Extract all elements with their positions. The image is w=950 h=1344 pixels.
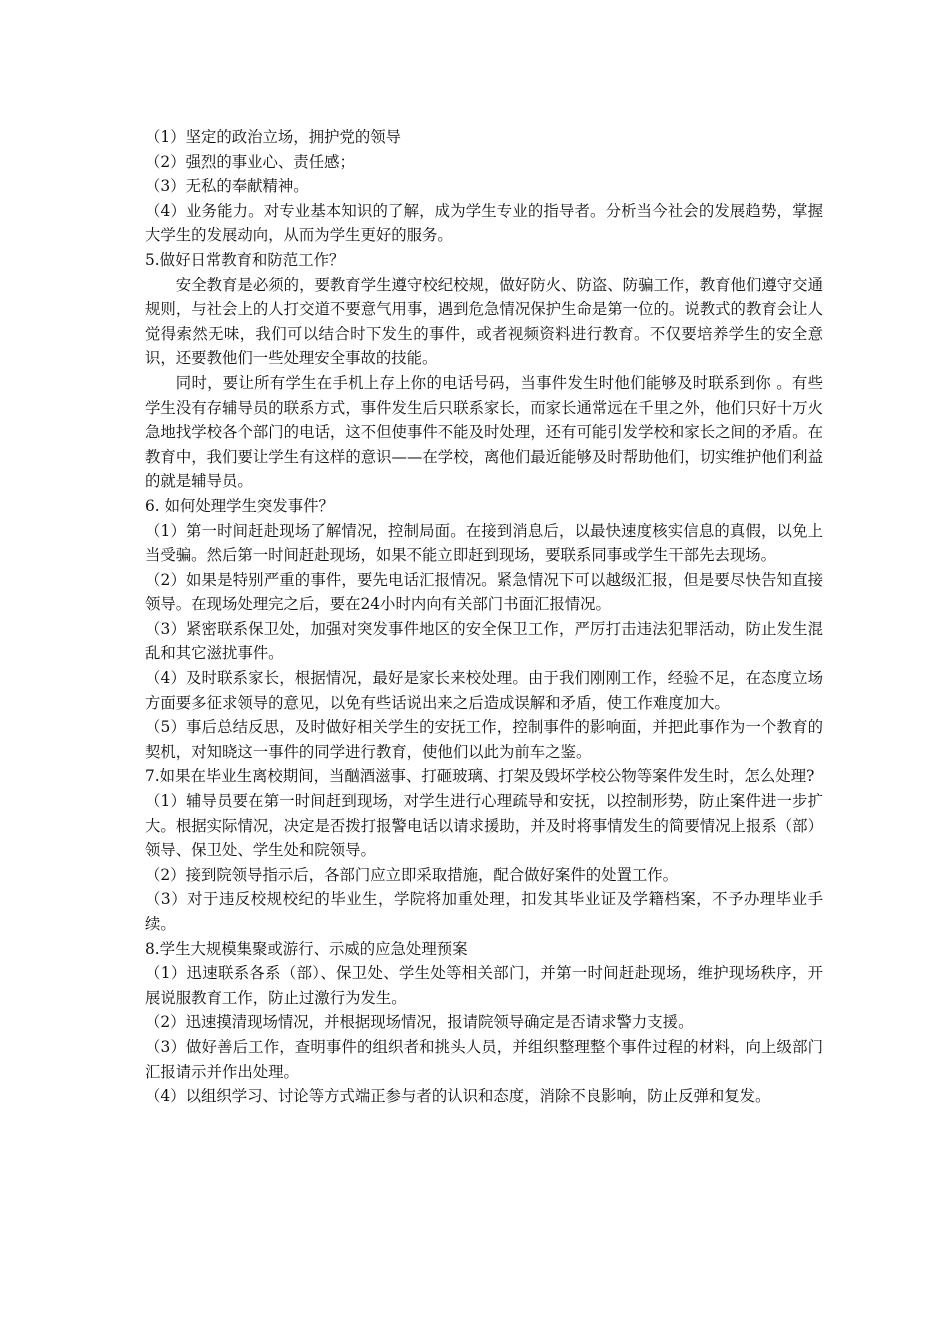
list-item: （2）迅速摸清现场情况，并根据现场情况，报请院领导确定是否请求警力支援。 (145, 1013, 694, 1032)
section-heading: 6. 如何处理学生突发事件？ (145, 496, 334, 515)
body-paragraph: 同时，要让所有学生在手机上存上你的电话号码，当事件发生时他们能够及时联系到你 。有些学生没有存辅导员的联系方式，事件发生后只联系家长，而家长通常远在千里之外，他们只好十万火急地找学校各个部门的电话，这不但使事件不能及时处理，还有可能引发学校和家长之间的矛盾。在教育中，我们要让学生有这样的意识——在学校，离他们最近能够及时帮助他们，切实维护他们利益的就是辅导员。 (145, 373, 823, 491)
section-heading: 5.做好日常教育和防范工作？ (145, 250, 345, 269)
section-heading: 7.如果在毕业生离校期间，当酗酒滋事、打砸玻璃、打架及毁坏学校公物等案件发生时，怎么处理? (145, 767, 815, 786)
list-item: （1）坚定的政治立场，拥护党的领导 (145, 128, 402, 146)
list-item: （2）强烈的事业心、责任感； (145, 152, 355, 171)
list-item: （1）迅速联系各系（部）、保卫处、学生处等相关部门，并第一时间赶赴现场，维护现场秩序，开展说服教育工作，防止过激行为发生。 (145, 964, 823, 1007)
list-item: （4）及时联系家长，根据情况，最好是家长来校处理。由于我们刚刚工作，经验不足，在态度立场方面要多征求领导的意见，以免有些话说出来之后造成误解和矛盾，使工作难度加大。 (145, 669, 823, 712)
list-item: （1）辅导员要在第一时间赶到现场，对学生进行心理疏导和安抚，以控制形势，防止案件进一步扩大。根据实际情况，决定是否拨打报警电话以请求援助，并及时将事情发生的简要情况上报系（部）领导、保卫处、学生处和院领导。 (145, 792, 823, 860)
list-item: （3）对于违反校规校纪的毕业生，学院将加重处理，扣发其毕业证及学籍档案，不予办理毕业手续。 (145, 890, 823, 933)
list-item: （2）如果是特别严重的事件，要先电话汇报情况。紧急情况下可以越级汇报，但是要尽快告知直接领导。在现场处理完之后，要在24小时内向有关部门书面汇报情况。 (145, 570, 823, 614)
list-item: （5）事后总结反思，及时做好相关学生的安抚工作，控制事件的影响面，并把此事作为一个教育的契机，对知晓这一事件的同学进行教育，使他们以此为前车之鉴。 (145, 718, 823, 761)
body-paragraph: 安全教育是必须的，要教育学生遵守校纪校规，做好防火、防盗、防骗工作，教育他们遵守交通规则，与社会上的人打交道不要意气用事，遇到危急情况保护生命是第一位的。说教式的教育会让人觉得索然无味，我们可以结合时下发生的事件，或者视频资料进行教育。不仅要培养学生的安全意识，还要教他们一些处理安全事故的技能。 (145, 275, 823, 368)
list-item: （3）无私的奉献精神。 (145, 177, 309, 196)
list-item: （4）以组织学习、讨论等方式端正参与者的认识和态度，消除不良影响，防止反弹和复发。 (145, 1087, 771, 1106)
list-item: （2）接到院领导指示后，各部门应立即采取措施，配合做好案件的处置工作。 (145, 865, 679, 884)
list-item: （1）第一时间赶赴现场了解情况，控制局面。在接到消息后，以最快速度核实信息的真假，以免上当受骗。然后第一时间赶赴现场，如果不能立即赶到现场，要联系同事或学生干部先去现场。 (145, 521, 823, 565)
list-item: （3）做好善后工作，查明事件的组织者和挑头人员，并组织整理整个事件过程的材料，向上级部门汇报请示并作出处理。 (145, 1037, 823, 1081)
list-item: （4）业务能力。对专业基本知识的了解，成为学生专业的指导者。分析当今社会的发展趋势，掌握大学生的发展动向，从而为学生更好的服务。 (145, 201, 823, 245)
list-item: （3）紧密联系保卫处，加强对突发事件地区的安全保卫工作，严厉打击违法犯罪活动，防止发生混乱和其它滋扰事件。 (145, 619, 823, 663)
document-body (145, 125, 823, 1109)
section-heading: 8.学生大规模集聚或游行、示威的应急处理预案 (145, 939, 468, 958)
